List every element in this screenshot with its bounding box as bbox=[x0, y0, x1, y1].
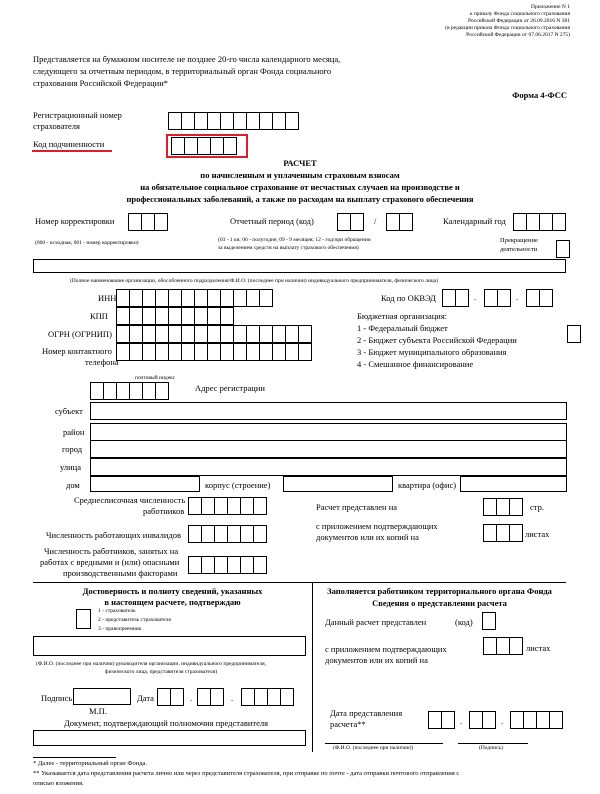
confirm-note-2: физического лица, представителя страхователя) bbox=[105, 669, 218, 675]
reg-number-label-2: страхователя bbox=[33, 121, 80, 131]
fss-att-label-2: документов или их копий на bbox=[325, 655, 428, 665]
input-cell[interactable] bbox=[246, 289, 260, 307]
bottom-section-top-line bbox=[33, 582, 566, 583]
okved-dot-1: . bbox=[474, 292, 477, 302]
appendix-line-2: к приказу Фонда социального страхования bbox=[469, 11, 570, 17]
submitted-on-suffix: стр. bbox=[530, 502, 544, 512]
harmful-count-label-2: работах с вредными и (или) опасными bbox=[40, 557, 180, 567]
input-cell[interactable] bbox=[155, 307, 169, 325]
input-cell[interactable] bbox=[207, 307, 221, 325]
input-cell[interactable] bbox=[539, 213, 553, 231]
input-cell[interactable] bbox=[210, 688, 224, 706]
input-cell[interactable] bbox=[220, 289, 234, 307]
intro-line-3: страхования Российской Федерации* bbox=[33, 78, 169, 88]
input-cell[interactable] bbox=[246, 343, 260, 361]
input-cell[interactable] bbox=[539, 289, 553, 307]
input-cell[interactable] bbox=[194, 307, 208, 325]
input-cell[interactable] bbox=[254, 688, 268, 706]
fss-date-label-1: Дата представления bbox=[330, 708, 403, 718]
ogrn-label: ОГРН (ОГРНИП) bbox=[48, 329, 112, 339]
input-cell[interactable] bbox=[194, 112, 208, 130]
input-cell[interactable] bbox=[129, 289, 143, 307]
input-cell[interactable] bbox=[441, 711, 455, 729]
appendix-line-4: (в редакции приказа Фонда социального страхования bbox=[445, 25, 570, 31]
input-cell[interactable] bbox=[194, 325, 208, 343]
input-cell[interactable] bbox=[259, 325, 273, 343]
city-field[interactable] bbox=[90, 440, 567, 458]
input-cell[interactable] bbox=[184, 137, 198, 155]
input-cell[interactable] bbox=[207, 289, 221, 307]
period-label: Отчетный период (код) bbox=[230, 216, 314, 226]
confirm-date-label: Дата bbox=[137, 693, 154, 703]
input-cell[interactable] bbox=[233, 112, 247, 130]
disabled-count-label: Численность работающих инвалидов bbox=[46, 530, 182, 540]
input-cell[interactable] bbox=[188, 497, 202, 515]
footnote-2: ** Указывается дата представления расчета лично или через представителя страхователя, при отправке по почте - дата отправки почтового отправления с bbox=[33, 770, 460, 777]
input-cell[interactable] bbox=[168, 325, 182, 343]
input-cell[interactable] bbox=[181, 307, 195, 325]
input-cell[interactable] bbox=[201, 497, 215, 515]
confirm-option-2: 2 - представитель страхователя bbox=[98, 617, 171, 623]
input-cell[interactable] bbox=[227, 525, 241, 543]
input-cell[interactable] bbox=[483, 637, 497, 655]
city-label: город bbox=[62, 444, 83, 454]
input-cell[interactable] bbox=[171, 137, 185, 155]
period-note-1: (03 - 1 кв; 06 - полугодие; 09 - 9 месяцев; 12 - год/при обращении bbox=[218, 237, 371, 243]
input-cell[interactable] bbox=[285, 112, 299, 130]
input-cell[interactable] bbox=[526, 213, 540, 231]
input-cell[interactable] bbox=[220, 343, 234, 361]
input-cell[interactable] bbox=[142, 307, 156, 325]
confirm-fio-field[interactable] bbox=[33, 636, 306, 656]
termination-cell[interactable] bbox=[556, 240, 570, 258]
phone-label-2: телефона bbox=[85, 357, 119, 367]
input-cell[interactable] bbox=[233, 343, 247, 361]
flat-field[interactable] bbox=[460, 476, 567, 492]
input-cell[interactable] bbox=[240, 556, 254, 574]
input-cell[interactable] bbox=[194, 343, 208, 361]
fss-fio-line[interactable] bbox=[325, 743, 443, 744]
title-line-2: по начисленным и уплаченным страховым взносам bbox=[200, 170, 400, 180]
fss-att-label-1: с приложением подтверждающих bbox=[325, 644, 447, 654]
input-cell[interactable] bbox=[442, 289, 456, 307]
budget-option-4: 4 - Смешанное финансирование bbox=[357, 359, 474, 369]
input-cell[interactable] bbox=[220, 307, 234, 325]
input-cell[interactable] bbox=[168, 289, 182, 307]
input-cell[interactable] bbox=[285, 325, 299, 343]
input-cell[interactable] bbox=[549, 711, 563, 729]
input-cell[interactable] bbox=[227, 497, 241, 515]
kpp-label: КПП bbox=[90, 311, 108, 321]
input-cell[interactable] bbox=[181, 289, 195, 307]
input-cell[interactable] bbox=[246, 112, 260, 130]
input-cell[interactable] bbox=[128, 213, 142, 231]
input-cell[interactable] bbox=[552, 213, 566, 231]
input-cell[interactable] bbox=[168, 307, 182, 325]
confirm-sign-field[interactable] bbox=[73, 688, 131, 705]
input-cell[interactable] bbox=[350, 213, 364, 231]
input-cell[interactable] bbox=[280, 688, 294, 706]
fss-code-label: (код) bbox=[455, 617, 473, 627]
footnote-1: * Далее - территориальный орган Фонда. bbox=[33, 760, 148, 767]
budget-cell[interactable] bbox=[567, 325, 581, 343]
input-cell[interactable] bbox=[155, 343, 169, 361]
input-cell[interactable] bbox=[129, 343, 143, 361]
avg-count-label-1: Среднесписочная численность bbox=[74, 495, 186, 505]
footnote-3: описью вложения. bbox=[33, 780, 84, 787]
input-cell[interactable] bbox=[298, 325, 312, 343]
input-cell[interactable] bbox=[188, 525, 202, 543]
period-slash: / bbox=[374, 216, 377, 226]
fss-title-2: Сведения о представлении расчета bbox=[372, 598, 507, 608]
address-title: Адрес регистрации bbox=[195, 383, 265, 393]
input-cell[interactable] bbox=[142, 289, 156, 307]
org-name-field[interactable] bbox=[33, 259, 566, 273]
input-cell[interactable] bbox=[154, 213, 168, 231]
fss-submitted-label: Данный расчет представлен bbox=[325, 617, 427, 627]
confirm-title-2: в настоящем расчете, подтверждаю bbox=[104, 597, 241, 607]
input-cell[interactable] bbox=[155, 325, 169, 343]
budget-option-2: 2 - Бюджет субъекта Российской Федерации bbox=[357, 335, 517, 345]
harmful-count-label-1: Численность работников, занятых на bbox=[44, 546, 179, 556]
appendix-line-5: Российской Федерации от 07.06.2017 N 275) bbox=[466, 32, 570, 38]
title-line-1: РАСЧЕТ bbox=[283, 158, 317, 168]
input-cell[interactable] bbox=[259, 112, 273, 130]
fss-sign-line[interactable] bbox=[458, 743, 528, 744]
input-cell[interactable] bbox=[510, 711, 524, 729]
confirm-note-1: (Ф.И.О. (последнее при наличии) руководителя организации, индивидуального предпринимателя, bbox=[36, 661, 267, 667]
appendix-line-1: Приложение N 1 bbox=[531, 4, 570, 10]
termination-label-1: Прекращение bbox=[500, 237, 538, 244]
input-cell[interactable] bbox=[267, 688, 281, 706]
input-cell[interactable] bbox=[259, 289, 273, 307]
input-cell[interactable] bbox=[259, 343, 273, 361]
fss-date-dot-2: . bbox=[501, 716, 504, 726]
input-cell[interactable] bbox=[399, 213, 413, 231]
fss-code-cell[interactable] bbox=[482, 612, 496, 630]
input-cell[interactable] bbox=[201, 556, 215, 574]
input-cell[interactable] bbox=[181, 343, 195, 361]
input-cell[interactable] bbox=[141, 213, 155, 231]
input-cell[interactable] bbox=[116, 382, 130, 400]
input-cell[interactable] bbox=[253, 525, 267, 543]
inn-label: ИНН bbox=[98, 293, 117, 303]
input-cell[interactable] bbox=[155, 382, 169, 400]
attachments-suffix: листах bbox=[525, 529, 550, 539]
input-cell[interactable] bbox=[246, 325, 260, 343]
confirm-sign-label: Подпись bbox=[41, 693, 73, 703]
confirm-doc-field[interactable] bbox=[33, 730, 306, 746]
input-cell[interactable] bbox=[509, 498, 523, 516]
input-cell[interactable] bbox=[240, 525, 254, 543]
input-cell[interactable] bbox=[227, 556, 241, 574]
input-cell[interactable] bbox=[483, 498, 497, 516]
input-cell[interactable] bbox=[272, 343, 286, 361]
input-cell[interactable] bbox=[386, 213, 400, 231]
postal-index-label: почтовый индекс bbox=[135, 375, 176, 381]
input-cell[interactable] bbox=[469, 711, 483, 729]
input-cell[interactable] bbox=[241, 688, 255, 706]
input-cell[interactable] bbox=[298, 343, 312, 361]
title-line-4: профессиональных заболеваний, а также по расходам на выплату страхового обеспечения bbox=[126, 194, 474, 204]
input-cell[interactable] bbox=[513, 213, 527, 231]
house-label: дом bbox=[66, 480, 80, 490]
input-cell[interactable] bbox=[214, 497, 228, 515]
house-field[interactable] bbox=[90, 476, 200, 492]
input-cell[interactable] bbox=[214, 525, 228, 543]
termination-label-2: деятельности bbox=[500, 246, 538, 253]
intro-line-2: следующего за отчетным периодом, в территориальный орган Фонда социального bbox=[33, 66, 332, 76]
input-cell[interactable] bbox=[116, 343, 130, 361]
input-cell[interactable] bbox=[142, 325, 156, 343]
input-cell[interactable] bbox=[496, 637, 510, 655]
input-cell[interactable] bbox=[170, 688, 184, 706]
confirm-doc-label: Документ, подтверждающий полномочия представителя bbox=[64, 718, 269, 728]
input-cell[interactable] bbox=[155, 289, 169, 307]
confirm-date-dot-2: . bbox=[231, 693, 234, 703]
input-cell[interactable] bbox=[483, 524, 497, 542]
confirm-code-cell[interactable] bbox=[76, 609, 91, 629]
attachments-label-2: документов или их копий на bbox=[316, 532, 419, 542]
avg-count-label-2: работников bbox=[143, 506, 185, 516]
budget-title: Бюджетная организация: bbox=[357, 311, 448, 321]
input-cell[interactable] bbox=[272, 112, 286, 130]
fss-sign-note: (Подпись) bbox=[479, 745, 503, 751]
input-cell[interactable] bbox=[496, 524, 510, 542]
input-cell[interactable] bbox=[142, 382, 156, 400]
input-cell[interactable] bbox=[129, 307, 143, 325]
input-cell[interactable] bbox=[214, 556, 228, 574]
input-cell[interactable] bbox=[526, 289, 540, 307]
fss-sheets-label: листах bbox=[526, 643, 551, 653]
input-cell[interactable] bbox=[103, 382, 117, 400]
district-field[interactable] bbox=[90, 423, 567, 441]
input-cell[interactable] bbox=[181, 112, 195, 130]
confirm-option-1: 1 - страхователь bbox=[98, 608, 136, 614]
input-cell[interactable] bbox=[116, 289, 130, 307]
intro-line-1: Представляется на бумажном носителе не позднее 20-го числа календарного месяца, bbox=[33, 54, 341, 64]
okved-label: Код по ОКВЭД bbox=[381, 293, 436, 303]
fss-date-label-2: расчета** bbox=[330, 719, 366, 729]
period-note-2: за выделением средств на выплату страхового обеспечения) bbox=[218, 245, 359, 251]
phone-label-1: Номер контактного bbox=[42, 346, 112, 356]
input-cell[interactable] bbox=[129, 382, 143, 400]
input-cell[interactable] bbox=[233, 289, 247, 307]
confirm-title-1: Достоверность и полноту сведений, указанных bbox=[82, 586, 263, 596]
input-cell[interactable] bbox=[207, 112, 221, 130]
input-cell[interactable] bbox=[188, 556, 202, 574]
input-cell[interactable] bbox=[168, 343, 182, 361]
footnote-separator bbox=[33, 757, 116, 758]
input-cell[interactable] bbox=[240, 497, 254, 515]
input-cell[interactable] bbox=[509, 524, 523, 542]
input-cell[interactable] bbox=[168, 112, 182, 130]
input-cell[interactable] bbox=[523, 711, 537, 729]
input-cell[interactable] bbox=[285, 343, 299, 361]
input-cell[interactable] bbox=[233, 325, 247, 343]
input-cell[interactable] bbox=[497, 289, 511, 307]
input-cell[interactable] bbox=[455, 289, 469, 307]
input-cell[interactable] bbox=[253, 556, 267, 574]
input-cell[interactable] bbox=[207, 325, 221, 343]
calendar-year-label: Календарный год bbox=[443, 216, 506, 226]
input-cell[interactable] bbox=[536, 711, 550, 729]
input-cell[interactable] bbox=[509, 637, 523, 655]
org-name-note: (Полное наименование организации, обособленного подразделения/Ф.И.О. (последнее при наличии) индивидуального предпринимателя, физического лица) bbox=[70, 278, 439, 284]
correction-note: (000 - исходная, 001 - номер корректировки) bbox=[35, 240, 139, 246]
input-cell[interactable] bbox=[181, 325, 195, 343]
confirm-mp: М.П. bbox=[89, 706, 107, 716]
form-name: Форма 4-ФСС bbox=[512, 90, 567, 100]
input-cell[interactable] bbox=[210, 137, 224, 155]
input-cell[interactable] bbox=[90, 382, 104, 400]
input-cell[interactable] bbox=[194, 289, 208, 307]
correction-label: Номер корректировки bbox=[35, 216, 115, 226]
fss-title-1: Заполняется работником территориального органа Фонда bbox=[327, 586, 552, 596]
input-cell[interactable] bbox=[142, 343, 156, 361]
input-cell[interactable] bbox=[220, 325, 234, 343]
input-cell[interactable] bbox=[484, 289, 498, 307]
input-cell[interactable] bbox=[223, 137, 237, 155]
attachments-label-1: с приложением подтверждающих bbox=[316, 521, 438, 531]
budget-option-1: 1 - Федеральный бюджет bbox=[357, 323, 448, 333]
title-line-3: на обязательное социальное страхование от несчастных случаев на производстве и bbox=[140, 182, 460, 192]
flat-label: квартира (офис) bbox=[398, 480, 457, 490]
sub-code-label: Код подчиненности bbox=[33, 139, 105, 149]
district-label: район bbox=[63, 427, 85, 437]
input-cell[interactable] bbox=[201, 525, 215, 543]
building-field[interactable] bbox=[283, 476, 393, 492]
confirm-date-dot-1: . bbox=[190, 693, 193, 703]
input-cell[interactable] bbox=[129, 325, 143, 343]
harmful-count-label-3: производственными факторами bbox=[63, 568, 178, 578]
okved-dot-2: . bbox=[516, 292, 519, 302]
input-cell[interactable] bbox=[207, 343, 221, 361]
input-cell[interactable] bbox=[157, 688, 171, 706]
input-cell[interactable] bbox=[197, 688, 211, 706]
budget-option-3: 3 - Бюджет муниципального образования bbox=[357, 347, 507, 357]
subject-label: субъект bbox=[55, 406, 83, 416]
input-cell[interactable] bbox=[220, 112, 234, 130]
building-label: корпус (строение) bbox=[205, 480, 271, 490]
input-cell[interactable] bbox=[428, 711, 442, 729]
input-cell[interactable] bbox=[272, 325, 286, 343]
input-cell[interactable] bbox=[253, 497, 267, 515]
input-cell[interactable] bbox=[496, 498, 510, 516]
input-cell[interactable] bbox=[482, 711, 496, 729]
fss-date-dot-1: . bbox=[460, 716, 463, 726]
street-field[interactable] bbox=[90, 458, 567, 476]
confirm-option-3: 3 - правопреемник bbox=[98, 626, 142, 632]
sub-code-underline bbox=[32, 150, 112, 152]
submitted-on-label: Расчет представлен на bbox=[316, 502, 398, 512]
input-cell[interactable] bbox=[337, 213, 351, 231]
input-cell[interactable] bbox=[116, 307, 130, 325]
reg-number-label-1: Регистрационный номер bbox=[33, 110, 122, 120]
street-label: улица bbox=[60, 462, 81, 472]
fss-fio-note: (Ф.И.О. (последнее при наличии)) bbox=[333, 745, 414, 751]
subject-field[interactable] bbox=[90, 402, 567, 420]
appendix-line-3: Российской Федерации от 26.09.2016 N 381 bbox=[467, 18, 570, 24]
input-cell[interactable] bbox=[197, 137, 211, 155]
input-cell[interactable] bbox=[116, 325, 130, 343]
